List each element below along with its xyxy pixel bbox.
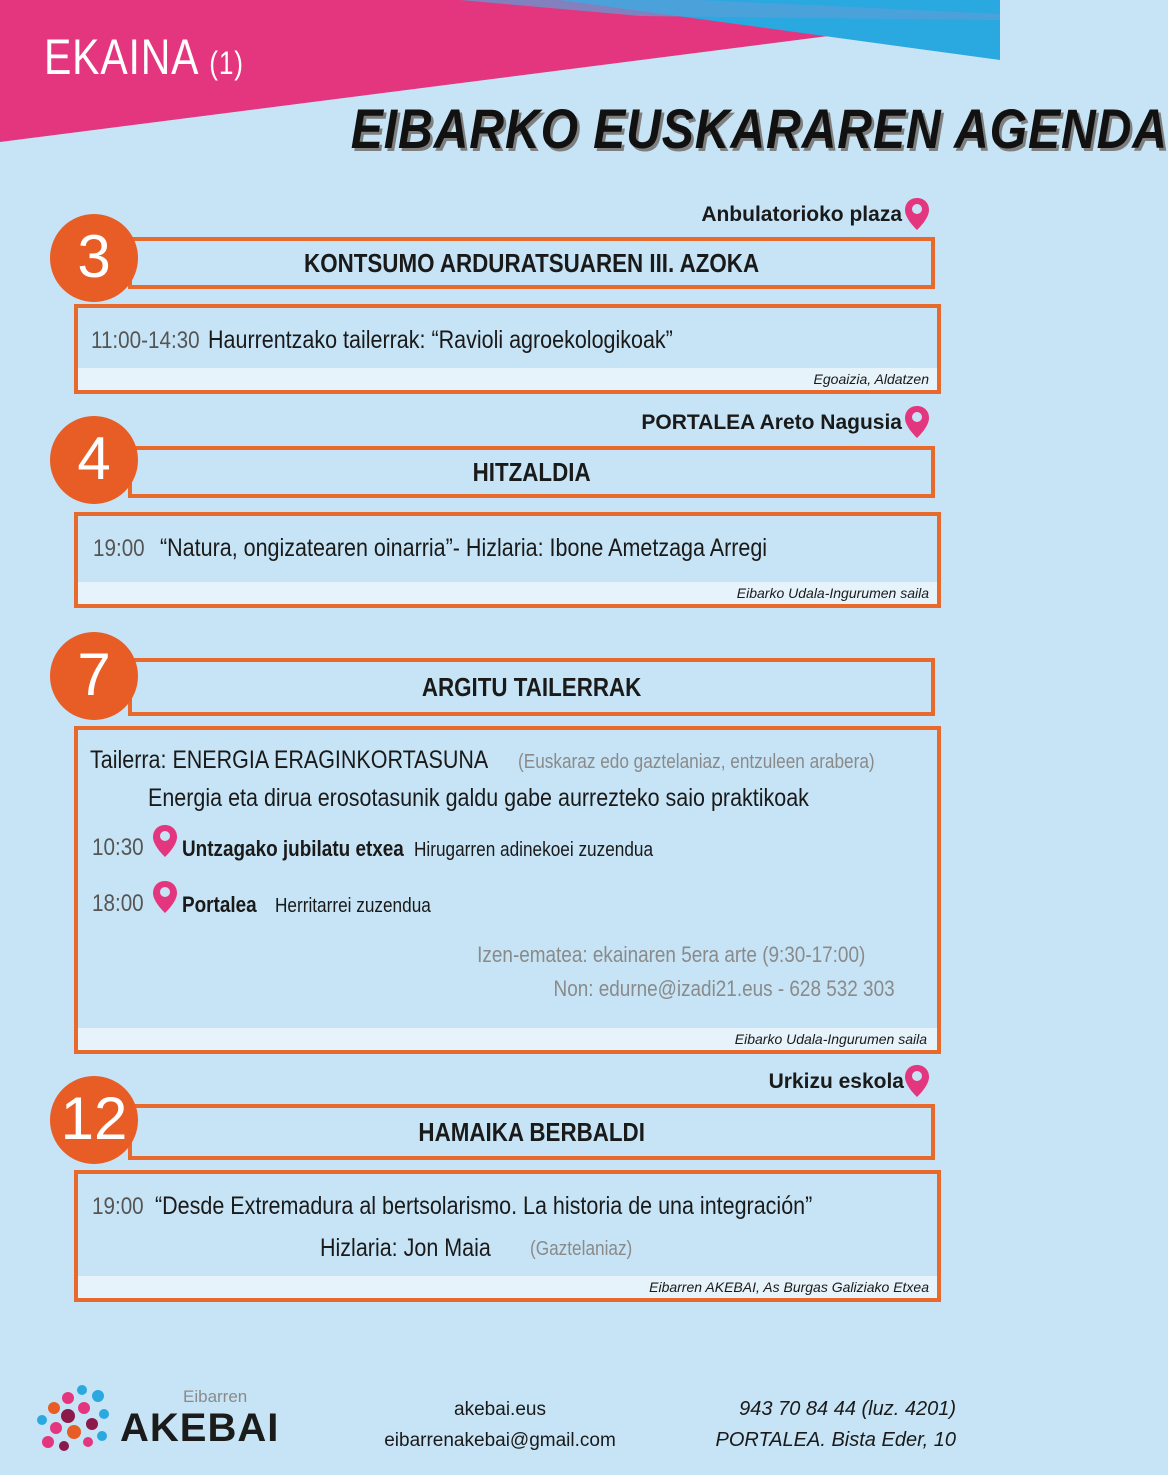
event-location: PORTALEA Areto Nagusia bbox=[641, 411, 902, 434]
location-pin-icon bbox=[152, 824, 178, 858]
event-location: Urkizu eskola bbox=[768, 1070, 904, 1093]
address: PORTALEA. Bista Eder, 10 bbox=[715, 1429, 956, 1451]
event-description: “Desde Extremadura al bertsolarismo. La historia de una integración” bbox=[154, 1192, 812, 1220]
language-note: (Gaztelaniaz) bbox=[530, 1238, 633, 1260]
event-description: Haurrentzako tailerrak: “Ravioli agroekologikoak” bbox=[207, 326, 673, 354]
logo-subtitle: Eibarren bbox=[183, 1387, 248, 1406]
event-details-box bbox=[74, 304, 941, 394]
event-title-box: HITZALDIA bbox=[128, 446, 935, 498]
event-title-box: KONTSUMO ARDURATSUAREN III. AZOKA bbox=[128, 237, 935, 289]
day-badge: 4 bbox=[50, 416, 138, 504]
page-title: EIBARKO EUSKARAREN AGENDA bbox=[350, 97, 1168, 160]
footer-address bbox=[716, 1394, 957, 1456]
location-pin-icon bbox=[152, 880, 178, 914]
event-time: 19:00 bbox=[93, 535, 145, 562]
workshop-label: Tailerra: ENERGIA ERAGINKORTASUNA bbox=[90, 746, 489, 774]
event-details-box bbox=[74, 1170, 941, 1302]
session-audience: Hirugarren adinekoei zuzendua bbox=[414, 839, 654, 861]
session-place: Portalea bbox=[182, 892, 257, 917]
session-place: Untzagako jubilatu etxea bbox=[182, 836, 404, 861]
event-title-box: HAMAIKA BERBALDI bbox=[128, 1104, 935, 1160]
event-details-box bbox=[74, 726, 941, 1054]
website-link[interactable]: akebai.eus bbox=[454, 1399, 546, 1420]
logo-text: AKEBAI bbox=[120, 1406, 280, 1450]
akebai-logo-icon bbox=[32, 1380, 112, 1454]
session-audience: Herritarrei zuzendua bbox=[275, 895, 432, 917]
phone: 943 70 84 44 (luz. 4201) bbox=[739, 1398, 956, 1420]
event-details-box bbox=[74, 512, 941, 608]
event-time: 19:00 bbox=[92, 1193, 144, 1220]
session-time: 18:00 bbox=[92, 890, 144, 917]
location-pin-icon bbox=[904, 1064, 930, 1098]
contact-info: Non: edurne@izadi21.eus - 628 532 303 bbox=[553, 976, 895, 1001]
footer-contact bbox=[360, 1394, 640, 1456]
event-title-box: ARGITU TAILERRAK bbox=[128, 658, 935, 716]
workshop-description: Energia eta dirua erosotasunik galdu gabe aurrezteko saio praktikoak bbox=[148, 784, 809, 812]
registration-info: Izen-ematea: ekainaren 5era arte (9:30-17:00) bbox=[476, 942, 865, 967]
speaker: Hizlaria: Jon Maia bbox=[320, 1234, 491, 1262]
workshop-note: (Euskaraz edo gaztelaniaz, entzuleen arabera) bbox=[517, 751, 875, 773]
event-time: 11:00-14:30 bbox=[91, 327, 200, 354]
location-pin-icon bbox=[904, 405, 930, 439]
event-organizer: Eibarren AKEBAI, As Burgas Galiziako Etxea bbox=[78, 1276, 937, 1298]
event-organizer: Egoaizia, Aldatzen bbox=[78, 368, 937, 390]
event-location: Anbulatorioko plaza bbox=[701, 203, 902, 226]
event-description: “Natura, ongizatearen oinarria”- Hizlaria: Ibone Ametzaga Arregi bbox=[159, 534, 767, 562]
day-badge: 12 bbox=[50, 1076, 138, 1164]
month-label: EKAINA (1) bbox=[44, 29, 244, 85]
location-pin-icon bbox=[904, 197, 930, 231]
session-time: 10:30 bbox=[92, 834, 144, 861]
event-organizer: Eibarko Udala-Ingurumen saila bbox=[78, 1028, 937, 1050]
day-badge: 7 bbox=[50, 632, 138, 720]
day-badge: 3 bbox=[50, 214, 138, 302]
email-link[interactable]: eibarrenakebai@gmail.com bbox=[384, 1430, 616, 1451]
event-organizer: Eibarko Udala-Ingurumen saila bbox=[78, 582, 937, 604]
